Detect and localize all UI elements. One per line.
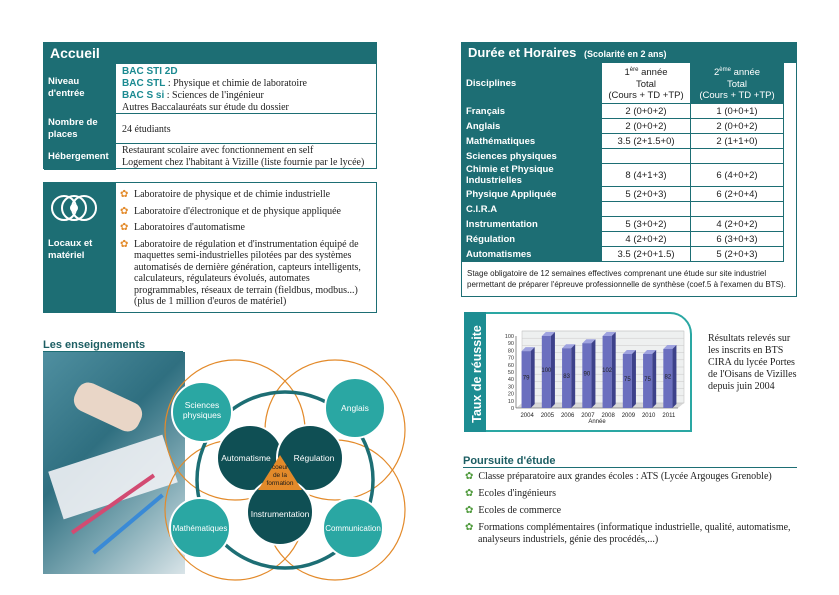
regulation-label: Régulation: [293, 453, 335, 463]
table-row: [462, 119, 784, 134]
flower-bullet-icon: ✿: [120, 205, 129, 217]
col-disciplines: Disciplines: [462, 63, 602, 104]
row-y2: 1 (0+0+1): [691, 104, 784, 119]
y-tick-label: 70: [507, 355, 514, 362]
chart-floor: [516, 403, 684, 408]
poursuite-title: Poursuite d'étude: [463, 455, 556, 467]
niveau-values: [122, 64, 307, 114]
heb-row: [44, 143, 376, 170]
niveau-ssi-text: : Sciences de l'ingénieur: [164, 90, 264, 101]
row-y1: 4 (2+0+2): [602, 232, 691, 247]
niveau-row: [44, 63, 376, 114]
taux-title: Taux de réussite: [470, 325, 484, 423]
bar-side: [551, 332, 555, 408]
flower-bullet-icon: ✿: [465, 471, 474, 482]
y-tick-label: 80: [507, 348, 514, 355]
locaux-item: [120, 189, 370, 201]
comm-label: Communication: [325, 524, 381, 533]
row-discipline: C.I.R.A: [462, 202, 602, 217]
poursuite-item-text: Formations complémentaires (informatique industrielle, qualité, automatisme, analyseurs industriels, génie des procédés,...): [478, 522, 791, 545]
flower-bullet-icon: ✿: [120, 189, 129, 200]
poursuite-item-text: Classe préparatoire aux grandes écoles : ATS (Lycée Argouges Grenoble): [478, 471, 772, 482]
bar-value-label: 79: [522, 375, 530, 382]
locaux-item-text: Laboratoire d'électronique et de physique appliquée: [134, 205, 341, 217]
poursuite-underline: [463, 467, 797, 468]
locaux-item-text: Laboratoire de régulation et d'instrumentation équipé de maquettes semi-industrielles pilotées par des systèmes automatisés de dernière génération, capteurs intelligents, calculateurs, régulateurs évolués, automates programmables, réseaux de terrain (fieldbus, modbus...) (plus de 1 million d'euros de matériel): [134, 238, 361, 307]
row-y1: 8 (4+1+3): [602, 164, 691, 187]
row-y1: 5 (3+0+2): [602, 217, 691, 232]
bar-value-label: 82: [664, 374, 672, 381]
poursuite-item: [465, 471, 772, 483]
bar-value-label: 90: [583, 371, 591, 378]
locaux-list: [120, 189, 370, 313]
taux-panel: [464, 312, 692, 432]
y-tick-label: 40: [507, 377, 514, 384]
poursuite-item-text: Ecoles d'ingénieurs: [478, 488, 557, 499]
bar-side: [632, 350, 636, 408]
taux-chart: [488, 318, 688, 428]
flower-bullet-icon: ✿: [465, 505, 474, 516]
table-row: [462, 149, 784, 164]
niveau-bac-stl: BAC STL: [122, 78, 166, 89]
sciences-label: Sciences: [184, 400, 220, 410]
x-tick-label: 2005: [540, 413, 555, 419]
bar-side: [672, 345, 676, 408]
coeur-label: coeur: [271, 464, 289, 471]
x-tick-label: 2008: [601, 413, 615, 419]
row-discipline: Instrumentation: [462, 217, 602, 232]
duree-table: [461, 62, 784, 262]
niveau-stl-text: : Physique et chimie de laboratoire: [165, 78, 307, 89]
row-discipline: Mathématiques: [462, 134, 602, 149]
duree-title: Durée et Horaires: [468, 45, 577, 60]
y-tick-label: 10: [507, 398, 514, 405]
heb-logement: Logement chez l'habitant à Vizille (liste fournie par le lycée): [122, 157, 365, 168]
row-discipline: Automatismes: [462, 247, 602, 262]
instrumentation-label: Instrumentation: [250, 509, 310, 519]
locaux-item: [120, 206, 370, 218]
poursuite-item-text: Ecoles de commerce: [478, 505, 562, 516]
bar-value-label: 102: [602, 368, 613, 374]
row-y1: 2 (0+0+2): [602, 119, 691, 134]
niveau-label: Niveau d'entrée: [44, 64, 116, 114]
coeur-label-3: formation: [266, 480, 294, 487]
row-y2: 5 (2+0+3): [691, 247, 784, 262]
table-row: [462, 187, 784, 202]
row-y2: [691, 202, 784, 217]
row-discipline: Anglais: [462, 119, 602, 134]
niveau-bac-sti: BAC STI 2D: [122, 66, 178, 77]
locaux-box: [43, 182, 377, 313]
x-tick-label: 2004: [520, 413, 534, 419]
table-row: [462, 164, 784, 187]
locaux-item: [120, 239, 370, 308]
table-row: [462, 104, 784, 119]
accueil-box: [43, 42, 377, 169]
poursuite-item: [465, 522, 808, 546]
bar-side: [591, 339, 595, 408]
locaux-item: [120, 222, 370, 234]
duree-header: [462, 43, 796, 63]
y-tick-label: 0: [510, 406, 514, 412]
row-y1: 5 (2+0+3): [602, 187, 691, 202]
row-discipline: Chimie et Physique Industrielles: [462, 164, 602, 187]
anglais-label: Anglais: [341, 403, 369, 413]
coeur-label-2: de la: [272, 472, 288, 479]
row-y2: [691, 149, 784, 164]
row-y2: 6 (4+0+2): [691, 164, 784, 187]
duree-subtitle: (Scolarité en 2 ans): [584, 49, 667, 59]
locaux-item-text: Laboratoire de physique et de chimie industrielle: [134, 189, 331, 200]
y-tick-label: 100: [504, 334, 514, 340]
y-tick-label: 60: [507, 362, 514, 369]
table-row: [462, 217, 784, 232]
col-1ere: 1ère année Total (Cours + TD +TP): [602, 63, 691, 104]
bar-value-label: 100: [541, 368, 552, 374]
row-y2: 2 (1+1+0): [691, 134, 784, 149]
niveau-bac-ssi: BAC S si: [122, 90, 165, 101]
heb-restaurant: Restaurant scolaire avec fonctionnement en self: [122, 145, 314, 156]
row-discipline: Français: [462, 104, 602, 119]
locaux-item-text: Laboratoires d'automatisme: [134, 222, 245, 233]
y-tick-label: 20: [507, 391, 514, 398]
niveau-autres: Autres Baccalauréats sur étude du dossier: [122, 102, 289, 113]
row-discipline: Physique Appliquée: [462, 187, 602, 202]
places-value: 24 étudiants: [122, 124, 171, 135]
venn-diagram: [160, 350, 410, 590]
row-y2: 4 (2+0+2): [691, 217, 784, 232]
places-label: Nombre de places: [44, 114, 116, 144]
heb-label: Hébergement: [44, 144, 116, 170]
row-discipline: Sciences physiques: [462, 149, 602, 164]
col-2eme: 2ème année Total (Cours + TD +TP): [691, 63, 784, 104]
flower-bullet-icon: ✿: [465, 488, 474, 499]
duree-box: [461, 42, 797, 297]
duree-head-row: [462, 63, 784, 104]
table-row: [462, 134, 784, 149]
automatisme-label: Automatisme: [221, 453, 271, 463]
duree-note: Stage obligatoire de 12 semaines effectives comprenant une étude sur site industriel permettant de préparer l'épreuve professionnelle de synthèse (coef.5 à l'examen du BTS).: [467, 269, 786, 289]
sciences-label-2: physiques: [182, 410, 222, 420]
maths-label: Mathématiques: [172, 524, 228, 533]
locaux-label: Locaux et matériel: [48, 238, 93, 261]
rings-logo-icon: [48, 188, 100, 228]
bar-value-label: 83: [563, 374, 570, 381]
poursuite-item: [465, 505, 561, 517]
row-y1: 3.5 (2+0+1.5): [602, 247, 691, 262]
y-tick-label: 90: [507, 341, 514, 348]
table-row: [462, 247, 784, 262]
row-y1: 2 (0+0+2): [602, 104, 691, 119]
x-tick-label: 2009: [621, 413, 636, 419]
row-y1: [602, 202, 691, 217]
bar-side: [531, 347, 535, 408]
bar-side: [612, 332, 616, 408]
row-y2: 6 (2+0+4): [691, 187, 784, 202]
accueil-title: Accueil: [44, 43, 376, 63]
row-y2: 2 (0+0+2): [691, 119, 784, 134]
flower-bullet-icon: ✿: [465, 522, 474, 533]
x-tick-label: 2007: [581, 413, 595, 419]
row-discipline: Régulation: [462, 232, 602, 247]
row-y1: 3.5 (2+1.5+0): [602, 134, 691, 149]
x-axis-label: Année: [588, 419, 606, 425]
x-tick-label: 2011: [662, 413, 676, 419]
y-tick-label: 50: [507, 370, 514, 376]
flower-bullet-icon: ✿: [120, 238, 129, 250]
table-row: [462, 232, 784, 247]
bar-value-label: 75: [644, 377, 651, 383]
places-row: [44, 113, 376, 144]
poursuite-item: [465, 488, 556, 500]
bar-side: [571, 344, 575, 408]
y-tick-label: 30: [507, 384, 514, 391]
row-y2: 6 (3+0+3): [691, 232, 784, 247]
taux-results: Résultats relevés sur les inscrits en BTS CIRA du lycée Portes de l'Oisans de Vizilles depuis juin 2004: [708, 333, 797, 392]
heb-values: [122, 144, 364, 169]
x-tick-label: 2006: [560, 413, 575, 419]
enseignements-title: Les enseignements: [43, 339, 146, 351]
table-row: [462, 202, 784, 217]
x-tick-label: 2010: [641, 413, 656, 419]
bar-side: [652, 350, 656, 408]
locaux-sidebar: [44, 183, 116, 312]
bar-value-label: 75: [624, 377, 631, 383]
row-y1: [602, 149, 691, 164]
flower-bullet-icon: ✿: [120, 222, 129, 233]
